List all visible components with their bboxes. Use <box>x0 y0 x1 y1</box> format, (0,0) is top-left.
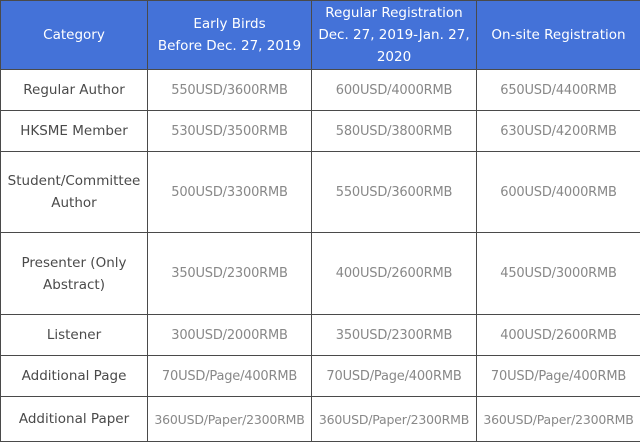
onsite-fee: 450USD/3000RMB <box>477 233 640 315</box>
table-row <box>1 111 640 152</box>
table-row <box>1 152 640 233</box>
regular-fee: 70USD/Page/400RMB <box>312 356 477 397</box>
table-row <box>1 233 640 315</box>
onsite-fee: 400USD/2600RMB <box>477 315 640 356</box>
regular-fee: 580USD/3800RMB <box>312 111 477 152</box>
early-bird-fee: 550USD/3600RMB <box>148 70 312 111</box>
header-onsite-registration: On-site Registration <box>477 1 640 70</box>
early-bird-fee: 360USD/Paper/2300RMB <box>148 397 312 442</box>
early-bird-fee: 70USD/Page/400RMB <box>148 356 312 397</box>
table-row <box>1 70 640 111</box>
row-category: Additional Page <box>1 356 148 397</box>
regular-fee: 550USD/3600RMB <box>312 152 477 233</box>
row-category: Presenter (Only Abstract) <box>1 233 148 315</box>
header-early-birds-date: Before Dec. 27, 2019 <box>158 38 301 54</box>
onsite-fee: 70USD/Page/400RMB <box>477 356 640 397</box>
early-bird-fee: 350USD/2300RMB <box>148 233 312 315</box>
onsite-fee: 650USD/4400RMB <box>477 70 640 111</box>
regular-fee: 600USD/4000RMB <box>312 70 477 111</box>
row-category: Listener <box>1 315 148 356</box>
regular-fee: 360USD/Paper/2300RMB <box>312 397 477 442</box>
table-row <box>1 315 640 356</box>
row-category: HKSME Member <box>1 111 148 152</box>
row-category: Student/Committee Author <box>1 152 148 233</box>
header-early-birds <box>148 1 312 70</box>
early-bird-fee: 300USD/2000RMB <box>148 315 312 356</box>
onsite-fee: 600USD/4000RMB <box>477 152 640 233</box>
table-row <box>1 356 640 397</box>
header-early-birds-title: Early Birds <box>193 16 265 32</box>
row-category: Additional Paper <box>1 397 148 442</box>
table-body <box>1 70 640 442</box>
table-row <box>1 397 640 442</box>
early-bird-fee: 530USD/3500RMB <box>148 111 312 152</box>
regular-fee: 400USD/2600RMB <box>312 233 477 315</box>
header-regular-title: Regular Registration <box>325 5 462 21</box>
row-category: Regular Author <box>1 70 148 111</box>
table-header <box>1 1 640 70</box>
regular-fee: 350USD/2300RMB <box>312 315 477 356</box>
header-row <box>1 1 640 70</box>
header-regular-registration <box>312 1 477 70</box>
onsite-fee: 630USD/4200RMB <box>477 111 640 152</box>
header-category: Category <box>1 1 148 70</box>
header-regular-dates: Dec. 27, 2019-Jan. 27, 2020 <box>318 27 469 65</box>
early-bird-fee: 500USD/3300RMB <box>148 152 312 233</box>
onsite-fee: 360USD/Paper/2300RMB <box>477 397 640 442</box>
